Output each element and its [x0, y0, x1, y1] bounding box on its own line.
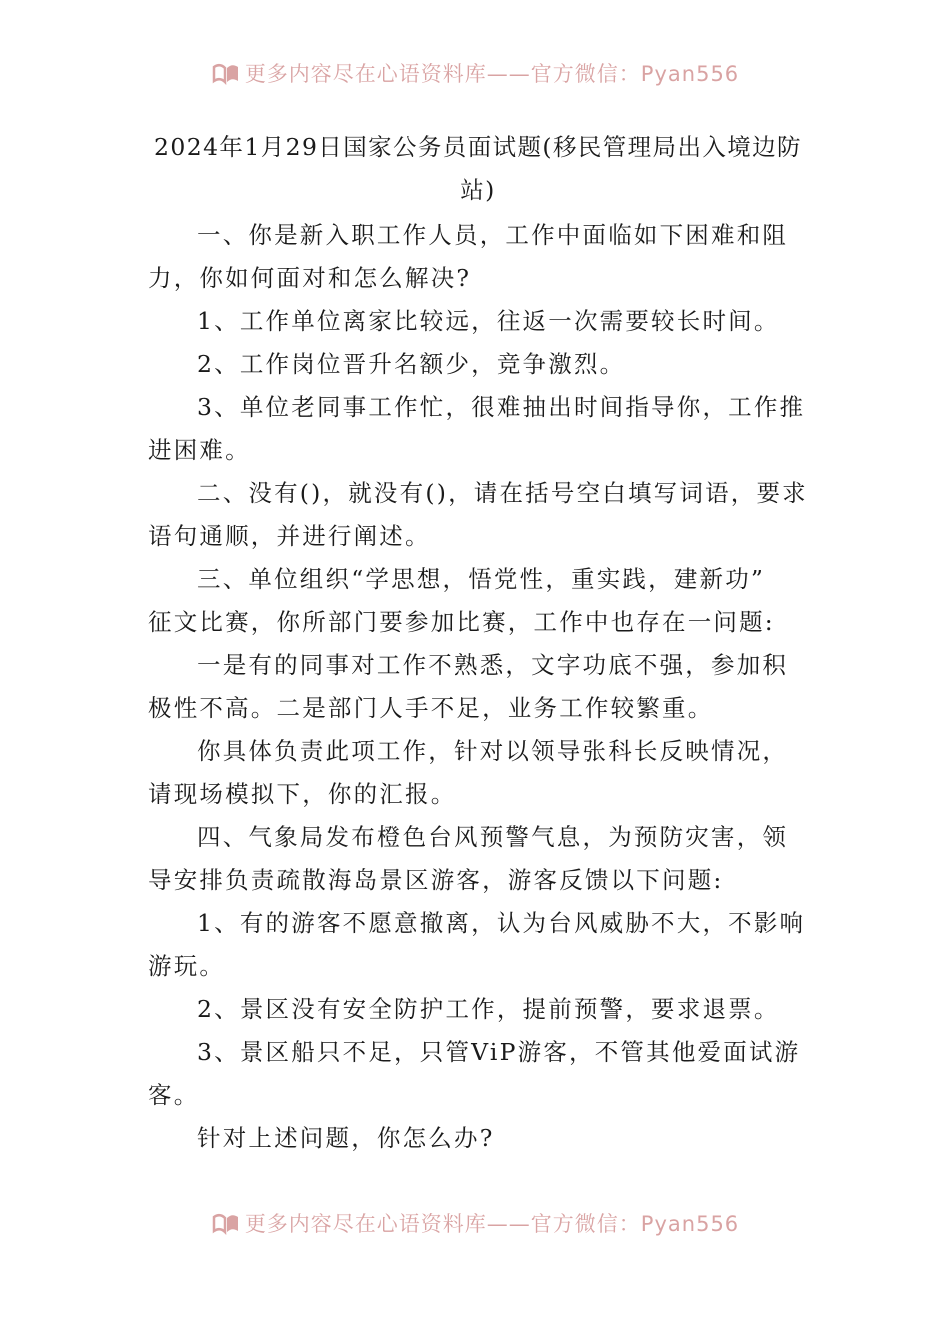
book-logo-icon — [211, 61, 241, 85]
paragraph-q2: 二、没有()，就没有()，请在括号空白填写词语，要求语句通顺，并进行阐述。 — [148, 479, 808, 550]
book-logo-icon — [211, 1211, 241, 1235]
paragraph-q3-problems: 一是有的同事对工作不熟悉，文字功底不强，参加积极性不高。二是部门人手不足，业务工作较繁重。 — [148, 651, 789, 722]
paragraph-q3: 三、单位组织“学思想，悟党性，重实践，建新功” — [197, 565, 766, 593]
paragraph-q1-item1: 1、工作单位离家比较远，往返一次需要较长时间。 — [197, 307, 780, 335]
watermark-text: 更多内容尽在心语资料库——官方微信：Pyan556 — [244, 62, 740, 86]
watermark-text: 更多内容尽在心语资料库——官方微信：Pyan556 — [244, 1212, 740, 1236]
watermark-footer — [0, 1208, 950, 1238]
paragraph-q4-item3: 3、景区船只不足，只管ViP游客，不管其他爱面试游客。 — [148, 1038, 801, 1109]
paragraph-q4-continued: 导安排负责疏散海岛景区游客，游客反馈以下问题: — [148, 866, 724, 894]
paragraph-q4: 四、气象局发布橙色台风预警气息，为预防灾害，领 — [197, 823, 789, 851]
paragraph-q4-item2: 2、景区没有安全防护工作，提前预警，要求退票。 — [197, 995, 780, 1023]
document-body — [148, 214, 808, 1160]
paragraph-q1-item3: 3、单位老同事工作忙，很难抽出时间指导你，工作推进困难。 — [148, 393, 806, 464]
watermark-header — [0, 58, 950, 88]
paragraph-q4-item1: 1、有的游客不愿意撤离，认为台风威胁不大，不影响游玩。 — [148, 909, 806, 980]
paragraph-q1: 一、你是新入职工作人员，工作中面临如下困难和阻力，你如何面对和怎么解决? — [148, 221, 789, 292]
document-title: 2024年1月29日国家公务员面试题(移民管理局出入境边防站) — [154, 133, 802, 204]
paragraph-q3-continued: 征文比赛，你所部门要参加比赛，工作中也存在一问题: — [148, 608, 775, 636]
paragraph-q4-question: 针对上述问题，你怎么办? — [197, 1124, 495, 1152]
paragraph-q1-item2: 2、工作岗位晋升名额少，竞争激烈。 — [197, 350, 626, 378]
paragraph-q3-task: 你具体负责此项工作，针对以领导张科长反映情况，请现场模拟下，你的汇报。 — [148, 737, 789, 808]
